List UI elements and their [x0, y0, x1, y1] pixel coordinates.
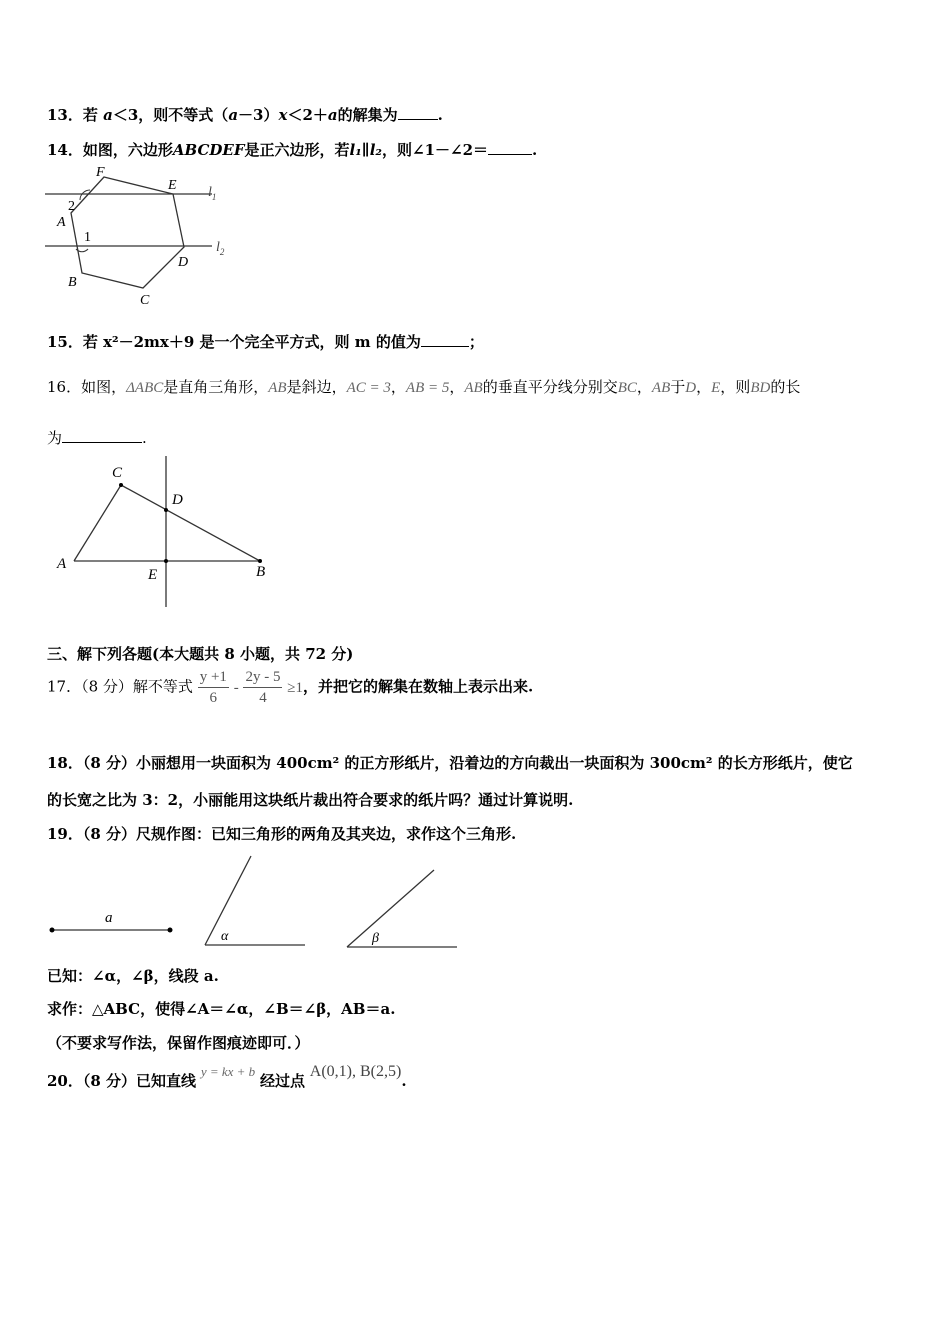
label-angle-2: 2 — [68, 199, 75, 214]
label-E: E — [148, 567, 158, 583]
q18-line1: 18．（8 分）小丽想用一块面积为 400cm² 的正方形纸片，沿着边的方向裁出一块面积为 300cm² 的长方形纸片，使它 — [47, 754, 853, 772]
label-D: D — [178, 255, 189, 270]
q19-make: 求作：△ABC，使得∠A＝∠α，∠B＝∠β，AB＝a. — [47, 1000, 396, 1018]
q16: 16．如图，ΔABC是直角三角形，AB是斜边，AC = 3，AB = 5，AB的垂直平分线分别交BC，AB于D，E，则BD的长 — [47, 378, 801, 396]
label-E: E — [168, 178, 177, 193]
q16-line2: 为 . — [47, 429, 147, 447]
label-a: a — [105, 910, 113, 926]
q17: 17．（8 分）解不等式 $\frac{y +1}{6}$ - $\frac{2y - 5}{4}$ ≥1，并把它的解集在数轴上表示出来. — [47, 669, 534, 706]
label-l1: $l_1$ — [208, 185, 217, 202]
q19-known: 已知：∠α，∠β，线段 a. — [47, 967, 219, 985]
label-l2: $l_2$ — [216, 240, 225, 257]
label-A: A — [57, 556, 67, 572]
q19-note: （不要求写作法，保留作图痕迹即可．） — [47, 1034, 310, 1052]
label-C: C — [140, 293, 150, 308]
q13: 13．若 a＜3，则不等式（a－3）x＜2＋a的解集为 . — [47, 106, 443, 124]
q18-line2: 的长宽之比为 3：2，小丽能用这块纸片裁出符合要求的纸片吗？通过计算说明. — [47, 791, 574, 809]
fraction-1: $\frac{y +1}{6}$ — [199, 669, 227, 706]
label-D: D — [172, 492, 183, 508]
q20: 20．（8 分）已知直线 y = kx + b 经过点 A(0,1), B(2,5). — [47, 1063, 407, 1090]
answer-blank[interactable] — [488, 142, 532, 155]
answer-blank[interactable] — [62, 430, 142, 443]
label-beta: β — [372, 931, 379, 946]
answer-blank[interactable] — [421, 334, 469, 347]
label-angle-1: 1 — [84, 230, 91, 245]
q14: 14．如图，六边形ABCDEF是正六边形，若l₁∥l₂，则∠1－∠2＝ . — [47, 141, 538, 159]
construction-figure — [45, 853, 465, 953]
hexagon-figure — [40, 165, 240, 310]
label-B: B — [68, 275, 77, 290]
q19: 19．（8 分）尺规作图：已知三角形的两角及其夹边，求作这个三角形. — [47, 825, 517, 843]
answer-blank[interactable] — [398, 107, 438, 120]
fraction-2: $\frac{2y - 5}{4}$ — [245, 669, 281, 706]
section-title: 三、解下列各题(本大题共 8 小题，共 72 分) — [47, 645, 354, 663]
label-alpha: α — [221, 929, 229, 944]
label-A: A — [57, 215, 66, 230]
label-C: C — [112, 465, 123, 481]
triangle-figure — [52, 455, 277, 610]
label-B: B — [256, 564, 266, 580]
label-F: F — [96, 165, 105, 180]
q15: 15．若 x²－2mx＋9 是一个完全平方式，则 m 的值为 ； — [47, 333, 484, 351]
